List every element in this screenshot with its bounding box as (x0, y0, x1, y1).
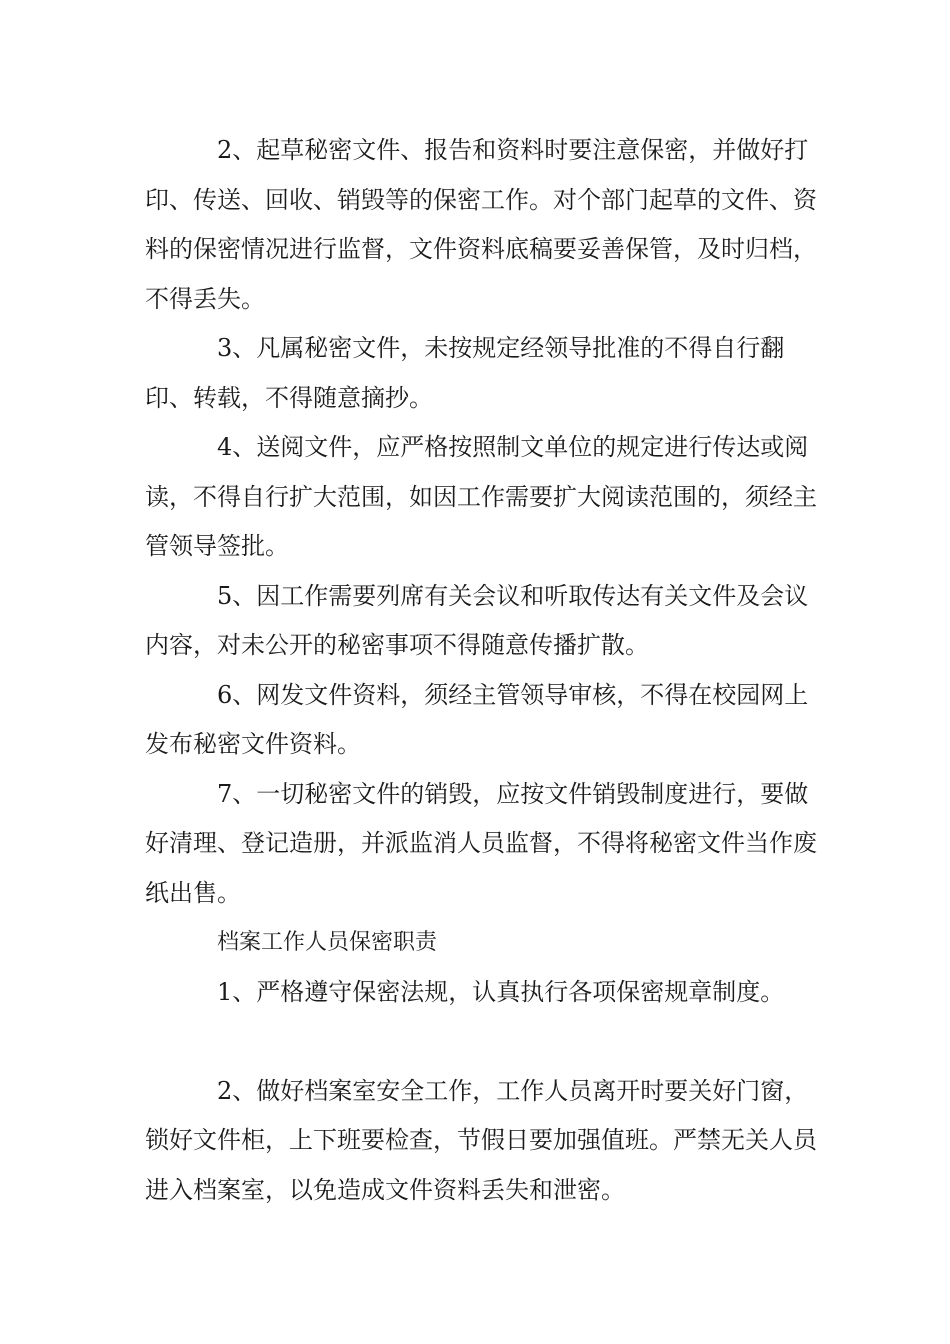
paragraph-item-7: 7、一切秘密文件的销毁，应按文件销毁制度进行，要做好清理、登记造册，并派监消人员监督，不得将秘密文件当作废纸出售。 (145, 779, 817, 907)
paragraph-item-2: 2、起草秘密文件、报告和资料时要注意保密，并做好打印、传送、回收、销毁等的保密工作。对个部门起草的文件、资料的保密情况进行监督，文件资料底稿要妥善保管，及时归档，不得丢失。 (145, 136, 817, 313)
paragraph-item-4: 4、送阅文件，应严格按照制文单位的规定进行传达或阅读，不得自行扩大范围，如因工作需要扩大阅读范围的，须经主管领导签批。 (145, 433, 817, 560)
blank-line (145, 1017, 820, 1067)
archive-paragraph-item-2: 2、做好档案室安全工作，工作人员离开时要关好门窗，锁好文件柜，上下班要检查，节假日要加强值班。严禁无关人员进入档案室，以免造成文件资料丢失和泄密。 (145, 1076, 817, 1204)
paragraph-item-5: 5、因工作需要列席有关会议和听取传达有关文件及会议内容，对未公开的秘密事项不得随意传播扩散。 (145, 581, 809, 659)
archive-paragraph-item-1: 1、严格遵守保密法规，认真执行各项保密规章制度。 (217, 977, 785, 1006)
section-heading: 档案工作人员保密职责 (217, 930, 438, 955)
paragraph-item-6: 6、网发文件资料，须经主管领导审核，不得在校园网上发布秘密文件资料。 (145, 680, 809, 758)
paragraph-item-3: 3、凡属秘密文件，未按规定经领导批准的不得自行翻印、转载，不得随意摘抄。 (145, 334, 785, 412)
document-page (145, 126, 820, 1215)
